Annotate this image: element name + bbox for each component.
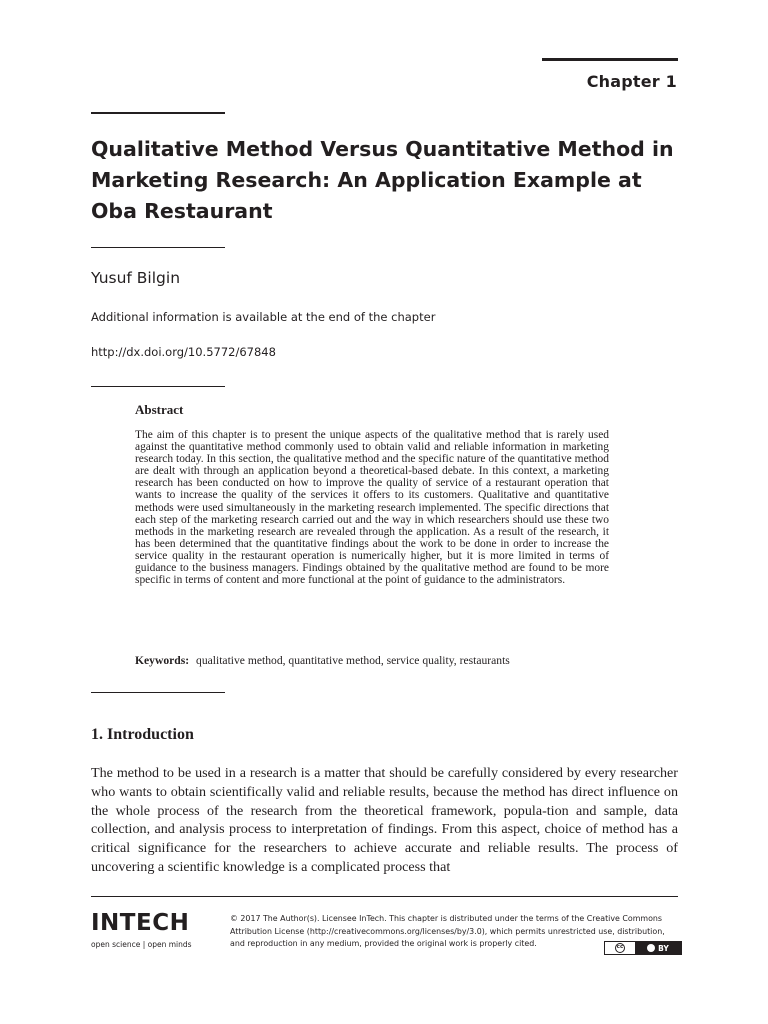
cc-icon: cc [605,942,635,954]
author-name: Yusuf Bilgin [91,269,181,287]
title-rule-top [91,112,225,114]
title-rule-bottom [91,247,225,248]
keywords-label: Keywords: [135,654,190,667]
abstract-heading: Abstract [135,402,184,417]
abstract-body: The aim of this chapter is to present the unique aspects of the qualitative method that is rarely used against the quantitative method commonly used to obtain valid and reliable information in marketing research today. In this section, the qualitative method and the specific nature of the quantitative method are dealt with through an application beyond a theoretical-based debate. In this context, a marketing research has been conducted on how to improve the quality of service of a restaurant operation that wants to increase the quality of the services it offers to its customers. Qualitative and quantitative methods were used simultaneously in the marketing research implemented. The specific directions that each step of the marketing research carried out and the way in which researchers should use these two methods in the marketing research are revealed through the application. As a result of the research, it has been determined that the quantitative findings about the work to be done in order to increase the service quality in the restaurant operation is numerically higher, but it is more limited in terms of guidance to the business managers. Findings obtained by the qualitative method are found to be more specific in terms of content and more functional at the point of guidance to the administrators. [135,429,609,587]
logo-tagline: open science | open minds [91,940,192,949]
abstract-rule-bottom [91,692,225,693]
keywords-list: qualitative method, quantitative method, service quality, restaurants [196,654,510,667]
license-text: © 2017 The Author(s). Licensee InTech. This chapter is distributed under the terms of the Creative Commons Attribution License (http://creativecommons.org/licenses/by/3.0), which permits unrestricted use, distribution, and reproduction in any medium, provided the original work is properly cited. [230,914,665,949]
header-rule-top-right [542,58,678,61]
chapter-label: Chapter 1 [586,72,677,91]
abstract-rule-top [91,386,225,387]
cc-by-license-badge[interactable] [604,941,682,955]
doi-link[interactable]: http://dx.doi.org/10.5772/67848 [91,345,276,359]
section-heading-introduction: 1. Introduction [91,726,194,743]
keywords-line [135,654,510,667]
introduction-body: The method to be used in a research is a matter that should be carefully considered by every researcher who wants to obtain scientifically valid and reliable results, because the method has direct influence on the whole process of the research from the theoretical framework, popula-tion and sample, data collection, and analysis process to interpretation of findings. From this aspect, choice of method has a critical significance for the researchers to achieve accurate and reliable results. The process of uncovering a scientific knowledge is a complicated process that [91,765,678,875]
additional-info: Additional information is available at the end of the chapter [91,310,436,324]
paper-title: Qualitative Method Versus Quantitative Method in Marketing Research: An Application Example at Oba Restaurant [91,137,674,223]
by-attribution-icon: BY [635,942,681,954]
footer-rule [91,896,678,897]
intech-logo: INTECH [91,910,190,936]
